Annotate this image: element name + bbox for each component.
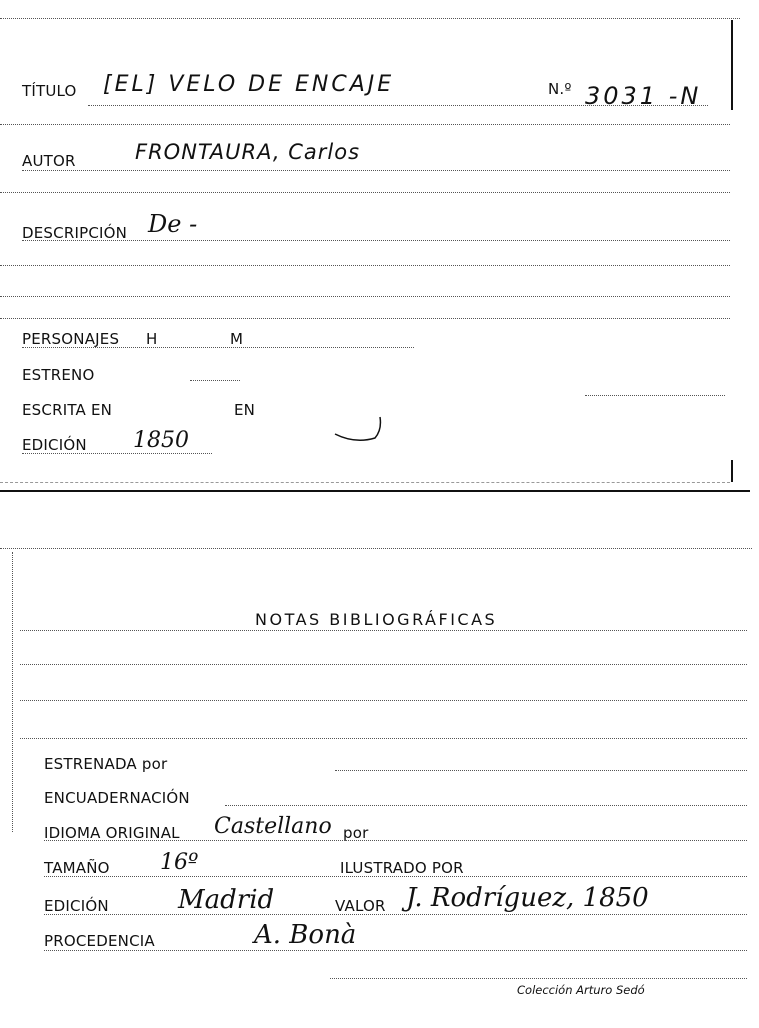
- card1-top-border: [0, 18, 740, 19]
- descripcion-label: DESCRIPCIÓN: [22, 224, 128, 242]
- procedencia-label: PROCEDENCIA: [44, 932, 155, 950]
- rule-n4: [20, 738, 747, 739]
- tamano-rule: [44, 876, 747, 877]
- numero-label: N.º: [548, 80, 572, 98]
- encuadernacion-label: ENCUADERNACIÓN: [44, 789, 190, 807]
- idioma-value: Castellano: [214, 814, 332, 839]
- card2-left-border: [12, 552, 13, 832]
- estreno-rule: [190, 380, 240, 381]
- edicion2-label: EDICIÓN: [44, 897, 109, 915]
- encuadernacion-rule: [225, 805, 747, 806]
- estreno-label: ESTRENO: [22, 366, 95, 384]
- autor-value: FRONTAURA, Carlos: [135, 140, 361, 164]
- rule-n2: [20, 664, 747, 665]
- procedencia-value: A. Bonà: [254, 920, 357, 950]
- edicion2-value: Madrid: [178, 885, 275, 915]
- rule-6: [0, 482, 730, 483]
- rule-2: [0, 192, 730, 193]
- descripcion-value: De -: [148, 210, 198, 238]
- valor-value: J. Rodríguez, 1850: [406, 883, 649, 913]
- notas-heading: NOTAS BIBLIOGRÁFICAS: [255, 610, 498, 629]
- tamano-label: TAMAÑO: [44, 859, 110, 877]
- estrenada-rule: [335, 770, 747, 771]
- footer-rule: [330, 978, 747, 979]
- idioma-label: IDIOMA ORIGINAL: [44, 824, 180, 842]
- rule-n3: [20, 700, 747, 701]
- collection-footer: Colección Arturo Sedó: [517, 983, 645, 997]
- rule-5: [0, 318, 730, 319]
- card2-top-border: [0, 548, 752, 549]
- edicion-value: 1850: [133, 428, 189, 453]
- idioma-rule: [44, 840, 747, 841]
- rule-n1: [20, 630, 747, 631]
- card-separator-line: [0, 490, 750, 492]
- edicion-label: EDICIÓN: [22, 436, 87, 454]
- rule-4: [0, 296, 730, 297]
- titulo-label: TÍTULO: [22, 82, 77, 100]
- titulo-rule: [88, 105, 708, 106]
- rule-3: [0, 265, 730, 266]
- card1-right-border-lower: [731, 460, 733, 482]
- tamano-value: 16º: [160, 850, 199, 875]
- personajes-h-label: H: [146, 330, 158, 348]
- personajes-label: PERSONAJES: [22, 330, 120, 348]
- edicion2-rule: [44, 914, 747, 915]
- card1-right-border: [731, 20, 733, 110]
- descripcion-rule: [22, 240, 730, 241]
- ilustrado-label: ILUSTRADO POR: [340, 859, 464, 877]
- autor-label: AUTOR: [22, 152, 76, 170]
- valor-label: VALOR: [335, 897, 386, 915]
- ink-mark: [330, 412, 390, 447]
- personajes-rule: [22, 347, 414, 348]
- rule-1: [0, 124, 730, 125]
- autor-rule: [22, 170, 730, 171]
- numero-value: 3031 -N: [585, 82, 702, 110]
- escrita-label: ESCRITA EN: [22, 401, 113, 419]
- edicion-rule: [22, 453, 212, 454]
- escrita-en-label: EN: [234, 401, 256, 419]
- titulo-value: [EL] VELO DE ENCAJE: [103, 72, 395, 97]
- procedencia-rule: [44, 950, 747, 951]
- escrita-rule: [585, 395, 725, 396]
- estrenada-label: ESTRENADA por: [44, 755, 168, 773]
- personajes-m-label: M: [230, 330, 244, 348]
- idioma-por-label: por: [343, 824, 369, 842]
